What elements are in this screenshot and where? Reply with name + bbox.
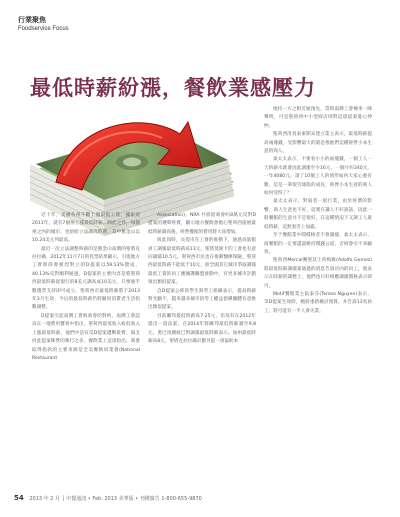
page-number: 54 — [14, 494, 24, 502]
page-footer — [14, 494, 202, 502]
paragraph: Association)，NRA 共捐給商會約8萬元反對D提案的選舉經費，顯示地方餐飲會擔心聖荷西施展最低時薪調高後，經營餐館的費用將大爲增加。 — [148, 213, 256, 235]
paragraph: 桑太太表示，對弱者一般行業，由於經濟的影響，商人生意也不好，這實在讓人不好說話，因此一般餐館的生意并不是很好，在這種情況下又調工人最低時薪，這無異雪上加霜。 — [264, 199, 372, 230]
article-column-3 — [264, 106, 372, 316]
section-title-zh: 行業聚焦 — [18, 16, 46, 24]
paragraph: 目前聯邦最低時薪爲7.25元，但爲有在2012年提出一項法案，在2014年將聯邦最低時薪調至9.8元，奧巴馬總統已對調漲最低時薪表示。加州最低時薪爲8元，聖塔克拉拉縣計劃另提一項協助本 — [148, 313, 256, 345]
paragraph: 與此同時，長堤市在工會的推動下，通過爲旅館員工調漲最低時薪爲13元。聖塔莫妮卡的工會也有意向調漲10.5元。聖荷西市民也在推動醫療保險，聖荷西最低時薪不能低于10元，紛全國其它城市爭取調漲最低工資的員工應擁護聯盟發動中，有更多城市計劃推出類似提案。 — [148, 238, 256, 286]
article-column-1 — [32, 212, 140, 363]
paragraph: 最近一次立法調整時薪的是舊金山南灣的聖塔克拉拉縣，2012年11月7日的投票結果顯示，引進地方工會與商會強烈對立的D提案以59.13%贊成，40.13%反對順利通過，D提案的主要內容是將聖荷西最低時薪從現行的8美元調高成10美元，只要通手數選票支持即可成立。聖荷西市最低時薪將于2013年3月生效，今后的最低時薪仍將隨同消費者生活指數調整。 — [32, 246, 140, 311]
paragraph: 至于餐館業中間價格者不會調漲，桑太太表示，商餐館的一定要盡量維持價錢公道，否則會引不來顧客。 — [264, 233, 372, 255]
paragraph: 近十年，美國各州不斷上漲最低工資，據報道2011年，就有7個州上漲最低時薪，除此之外，每個州之內的城市，也紛紛立法調高時薪，其中舊金山以10.24美元列最高。 — [32, 213, 140, 244]
page-headline: 最低時薪紛漲，餐飲業感壓力 — [30, 76, 316, 100]
paragraph: 聖荷西Mercal賽聖其士荷梅維(Adolfo Gomez)將最低時薪調漲案通過的消息告訴店內的員工，他表示在時薪的調整上，他們也只好相應調漲價格表示即可。 — [264, 258, 372, 289]
paragraph: 地持一方之附近通預先，當時南灣工會傳來一陣聲明，可是聖荷西中小型商店則對這項提案憂心忡忡。 — [264, 107, 372, 129]
paragraph: D提案引起南灣工會與商會的對峙，南灣工會認爲在一地費用寶貴中指出，聖荷西最低收入較低收入上漲最低時薪，他們中是有反D提案遭戰批費，僞支持此提案陣營的執行之多，餐飲業上這項指出，商會取得指款的主要來源是全美餐飲同業會(National Restaurant — [32, 313, 140, 361]
paragraph: 聖荷西清真東東期末建立業主表示，最低時薪提高兩塊錢，受影響最大的就是像他們這種經營小本生意的商人。 — [264, 132, 372, 155]
article-column-2 — [148, 212, 256, 347]
paragraph: 桑太太表示，不要看小小的兩塊錢，一個工人一天的薪水就會因此調漲至少16元，一個月約340元，一年4080元，請了10個工人的情形如何大家心裏有數，這是一筆很雪球般的成長，經營小本生意的商人如何受得了？ — [264, 157, 372, 197]
paragraph: 自D提案公佈的學生與勞工組織表示，提高時薪對光顧不，越來越多城市的勞工權益倡導團體有意推出類似提案。 — [148, 288, 256, 311]
paragraph: Motif餐館業主阮泰芬(Teresa Nguyen)表示，等D提案生效時，她將重新檢討預算，并告訴13名員工，將可能有一半人會失業。 — [264, 291, 372, 314]
footer-text: 2013 年 2 月 │ 中餐通訊 • Feb. 2013 美華版 • 刊價廣告 1-800-655-9870 — [29, 496, 202, 502]
section-title-en: Foodservice Focus — [18, 26, 69, 32]
